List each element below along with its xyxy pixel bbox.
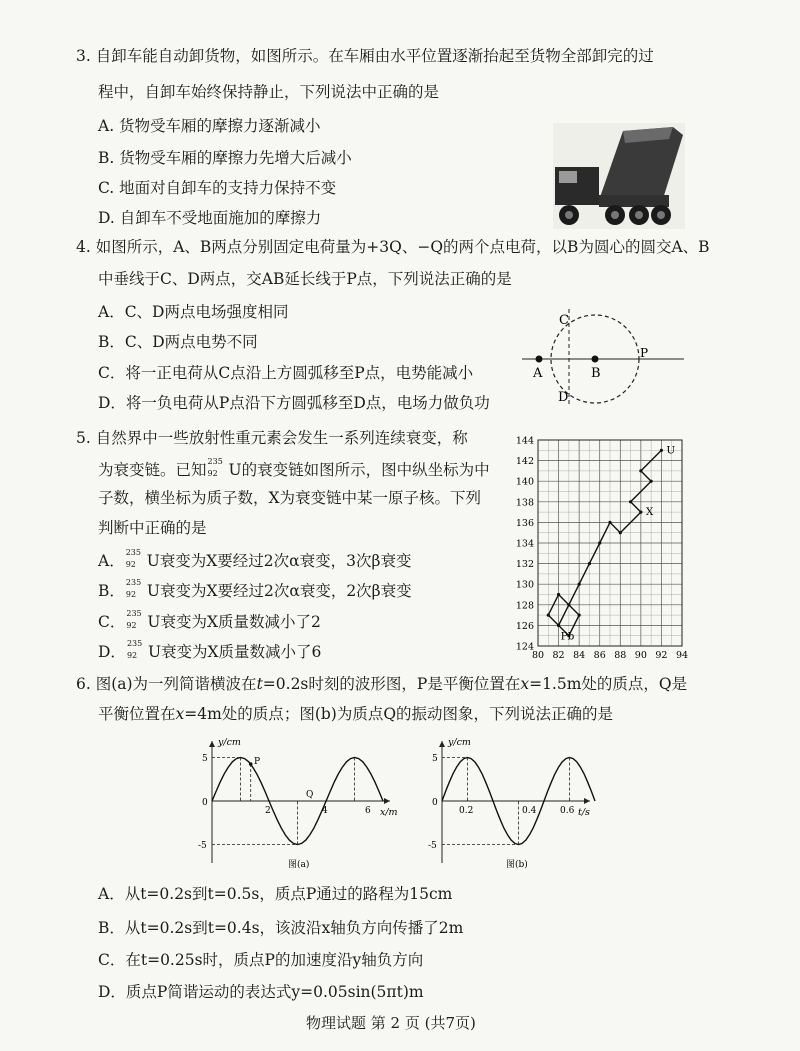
y-tick-label: 130 bbox=[515, 579, 534, 591]
x-tick-label: 92 bbox=[655, 650, 668, 661]
decay-point bbox=[578, 614, 581, 617]
decay-point bbox=[608, 521, 611, 524]
annotation-u: U bbox=[666, 444, 676, 457]
decay-point bbox=[629, 500, 632, 503]
vibration-figure-b bbox=[420, 733, 600, 873]
decay-point bbox=[557, 593, 560, 596]
svg-text:t/s: t/s bbox=[578, 807, 590, 818]
q5-stem-line2 bbox=[98, 457, 490, 479]
charges-circle-figure bbox=[518, 305, 688, 410]
svg-text:y/cm: y/cm bbox=[218, 737, 241, 748]
svg-text:Q: Q bbox=[306, 790, 314, 800]
charge-b-dot bbox=[592, 356, 599, 363]
q6-stem-line1: 6. 图(a)为一列简谐横波在t=0.2s时刻的波形图，P是平衡位置在x=1.5m处的质点，Q是 bbox=[76, 675, 688, 693]
svg-text:6: 6 bbox=[365, 806, 371, 816]
label-b: B bbox=[591, 366, 601, 381]
label-c: C bbox=[559, 313, 569, 328]
svg-text:图(a): 图(a) bbox=[288, 860, 310, 870]
decay-point bbox=[547, 614, 550, 617]
q6-option-d: D．质点P简谐运动的表达式y=0.05sin(5πt)m bbox=[98, 983, 424, 1001]
decay-point bbox=[639, 469, 642, 472]
decay-point bbox=[567, 603, 570, 606]
q3-stem-line2: 程中，自卸车始终保持静止，下列说法中正确的是 bbox=[98, 83, 440, 101]
x-tick-label: 84 bbox=[573, 650, 586, 661]
x-tick-label: 88 bbox=[614, 650, 627, 661]
annotation-pb: Pb bbox=[560, 630, 575, 643]
uranium-isotope: 235 92 bbox=[207, 457, 223, 478]
q5-stem-line2-post: U的衰变链如图所示，图中纵坐标为中 bbox=[228, 461, 490, 479]
svg-text:0.4: 0.4 bbox=[522, 806, 537, 816]
q5-option-c: C． 235 92 U衰变为X质量数减小了2 bbox=[98, 609, 321, 631]
q6-option-c: C．在t=0.25s时，质点P的加速度沿y轴负方向 bbox=[98, 951, 424, 969]
svg-text:0: 0 bbox=[202, 798, 208, 808]
charge-a-dot bbox=[536, 356, 543, 363]
q5-stem-line2-pre: 为衰变链。已知 bbox=[98, 461, 207, 479]
q3-option-c: C. 地面对自卸车的支持力保持不变 bbox=[98, 179, 337, 197]
q3-option-d: D. 自卸车不受地面施加的摩擦力 bbox=[98, 209, 322, 227]
decay-chain-chart bbox=[500, 432, 690, 662]
q4-option-b: B．C、D两点电势不同 bbox=[98, 333, 258, 351]
q6-stem-line2: 平衡位置在x=4m处的质点；图(b)为质点Q的振动图象，下列说法正确的是 bbox=[98, 705, 614, 723]
y-tick-label: 132 bbox=[515, 559, 534, 571]
q3-option-a: A. 货物受车厢的摩擦力逐渐减小 bbox=[98, 117, 321, 135]
label-p: P bbox=[640, 346, 649, 360]
decay-point bbox=[639, 511, 642, 514]
x-tick-label: 86 bbox=[593, 650, 606, 661]
svg-text:0.2: 0.2 bbox=[459, 806, 474, 816]
svg-text:y/cm: y/cm bbox=[448, 737, 471, 748]
q4-stem-line2: 中垂线于C、D两点，交AB延长线于P点，下列说法正确的是 bbox=[98, 270, 512, 288]
q5-stem-line3: 子数，横坐标为质子数，X为衰变链中某一原子核。下列 bbox=[98, 489, 482, 507]
decay-point bbox=[557, 624, 560, 627]
page-footer: 物理试题 第 2 页 (共7页) bbox=[306, 1014, 476, 1032]
q4-option-a: A．C、D两点电场强度相同 bbox=[98, 303, 289, 321]
decay-point bbox=[588, 562, 591, 565]
label-d: D bbox=[558, 390, 569, 405]
y-tick-label: 144 bbox=[515, 435, 534, 447]
q5-stem-line4: 判断中正确的是 bbox=[98, 519, 207, 537]
decay-point bbox=[650, 480, 653, 483]
decay-point bbox=[598, 541, 601, 544]
decay-point bbox=[660, 449, 663, 452]
y-tick-label: 142 bbox=[515, 456, 534, 468]
y-tick-label: 134 bbox=[515, 538, 534, 550]
decay-point bbox=[578, 583, 581, 586]
y-tick-label: 140 bbox=[515, 476, 534, 488]
q3-option-b: B. 货物受车厢的摩擦力先增大后减小 bbox=[98, 149, 352, 167]
q4-option-c: C．将一正电荷从C点沿上方圆弧移至P点，电势能减小 bbox=[98, 364, 474, 382]
q4-option-d: D．将一负电荷从P点沿下方圆弧移至D点，电场力做负功 bbox=[98, 394, 490, 412]
q5-option-b: B． 235 92 U衰变为X要经过2次α衰变，2次β衰变 bbox=[98, 578, 412, 600]
annotation-x: X bbox=[645, 506, 654, 519]
decay-point bbox=[619, 531, 622, 534]
svg-text:x/m: x/m bbox=[380, 807, 398, 818]
q5-option-a: A． 235 92 U衰变为X要经过2次α衰变，3次β衰变 bbox=[98, 548, 412, 570]
q4-stem-line1: 4. 如图所示，A、B两点分别固定电荷量为+3Q、−Q的两个点电荷，以B为圆心的圆交A、B bbox=[76, 238, 710, 256]
svg-text:5: 5 bbox=[202, 754, 208, 764]
y-tick-label: 126 bbox=[515, 620, 534, 632]
svg-text:图(b): 图(b) bbox=[506, 860, 528, 870]
y-tick-label: 124 bbox=[515, 641, 534, 653]
y-tick-label: 138 bbox=[515, 497, 534, 509]
x-tick-label: 82 bbox=[552, 650, 565, 661]
svg-text:P: P bbox=[254, 757, 261, 767]
y-tick-label: 128 bbox=[515, 600, 534, 612]
q5-option-d: D． 235 92 U衰变为X质量数减小了6 bbox=[98, 639, 322, 661]
y-tick-label: 136 bbox=[515, 517, 534, 529]
svg-text:0: 0 bbox=[432, 798, 438, 808]
x-tick-label: 94 bbox=[675, 650, 689, 661]
svg-text:-5: -5 bbox=[428, 841, 437, 851]
dump-truck-image bbox=[553, 123, 685, 229]
x-tick-label: 80 bbox=[531, 650, 545, 661]
wave-figure-a bbox=[190, 733, 405, 873]
label-a: A bbox=[533, 366, 543, 381]
q5-stem-line1: 5. 自然界中一些放射性重元素会发生一系列连续衰变，称 bbox=[76, 429, 468, 447]
svg-text:5: 5 bbox=[432, 754, 438, 764]
q3-stem-line1: 3. 自卸车能自动卸货物，如图所示。在车厢由水平位置逐渐抬起至货物全部卸完的过 bbox=[76, 47, 654, 65]
svg-text:4: 4 bbox=[322, 806, 328, 816]
svg-text:0.6: 0.6 bbox=[560, 806, 575, 816]
q6-option-a: A．从t=0.2s到t=0.5s，质点P通过的路程为15cm bbox=[98, 885, 453, 903]
q6-option-b: B．从t=0.2s到t=0.4s，该波沿x轴负方向传播了2m bbox=[98, 919, 464, 937]
svg-text:2: 2 bbox=[265, 806, 271, 816]
svg-text:-5: -5 bbox=[198, 841, 207, 851]
x-tick-label: 90 bbox=[634, 650, 647, 661]
